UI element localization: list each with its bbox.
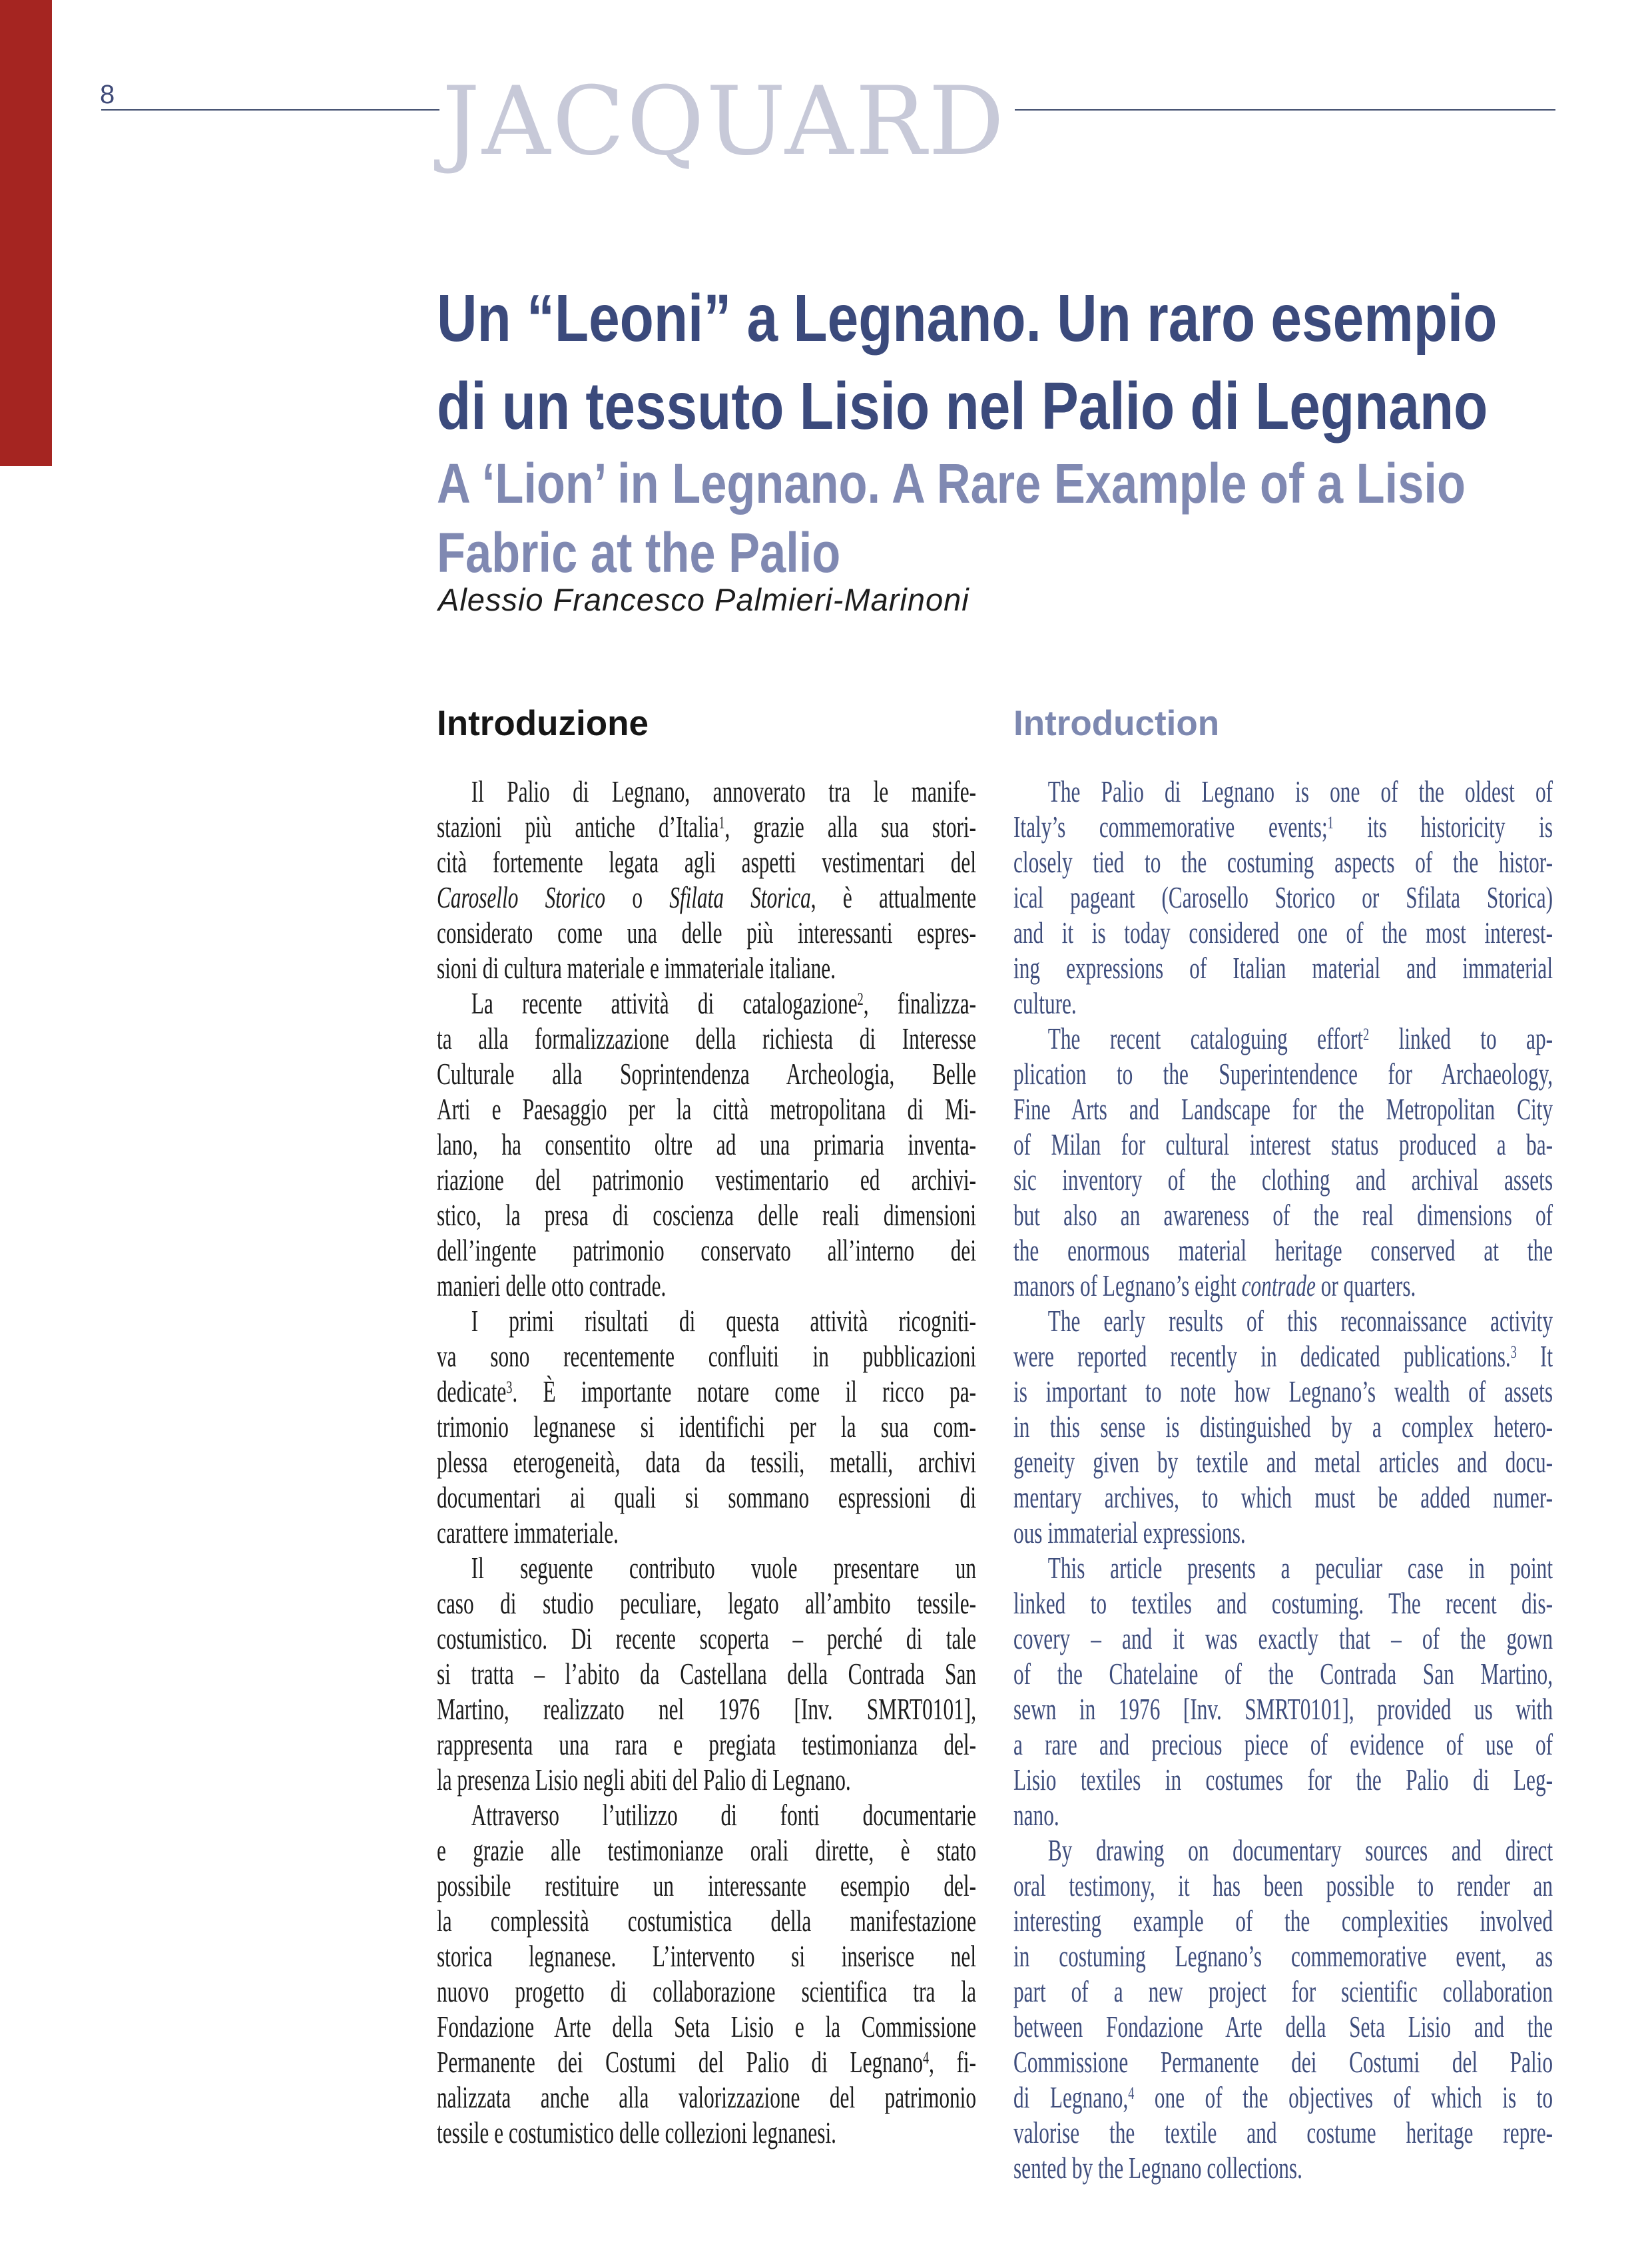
- text-line: caso di studio peculiare, legato all’ambito tessile-: [437, 1586, 977, 1620]
- text-line: linked to textiles and costuming. The recent dis-: [1013, 1586, 1553, 1620]
- title-line: Un “Leoni” a Legnano. Un raro esempio: [437, 281, 1498, 356]
- text-line: Permanente dei Costumi del Palio di Legnano$^4$, fi-: [437, 2045, 977, 2079]
- text-line: the enormous material heritage conserved at the: [1013, 1233, 1553, 1267]
- text-line: ta alla formalizzazione della richiesta di Interesse: [437, 1021, 977, 1055]
- title-line: di un tessuto Lisio nel Palio di Legnano: [437, 369, 1488, 443]
- text-line: The Palio di Legnano is one of the oldest of: [1047, 774, 1553, 808]
- text-line: Arti e Paesaggio per la città metropolitana di Mi-: [437, 1092, 977, 1126]
- text-line: part of a new project for scientific collaboration: [1013, 1974, 1553, 2008]
- text-line: ical pageant (Carosello Storico or Sfilata Storica): [1013, 880, 1553, 914]
- text-line: manors of Legnano’s eight contrade or quarters.: [1013, 1268, 1416, 1302]
- section-color-tab: [0, 0, 52, 466]
- text-line: geneity given by textile and metal articles and docu-: [1013, 1445, 1553, 1479]
- text-line: lano, ha consentito oltre ad una primaria inventa-: [437, 1127, 977, 1161]
- text-line: between Fondazione Arte della Seta Lisio and the: [1013, 2010, 1553, 2044]
- text-line: costumistico. Di recente scoperta – perché di tale: [437, 1621, 977, 1655]
- text-line: tessile e costumistico delle collezioni legnanesi.: [437, 2115, 836, 2149]
- text-line: storica legnanese. L’intervento si inserisce nel: [437, 1939, 977, 1973]
- text-line: culture.: [1013, 986, 1077, 1020]
- text-line: Culturale alla Soprintendenza Archeologia, Belle: [437, 1057, 977, 1091]
- text-line: valorise the textile and costume heritage repre-: [1013, 2115, 1553, 2149]
- header-rule-right: [1015, 109, 1555, 111]
- text-line: sewn in 1976 [Inv. SMRT0101], provided us with: [1013, 1692, 1553, 1726]
- text-line: mentary archives, to which must be added numer-: [1013, 1480, 1553, 1514]
- text-line: la presenza Lisio negli abiti del Palio di Legnano.: [437, 1763, 851, 1797]
- page-number: 8: [100, 80, 115, 109]
- text-line: were reported recently in dedicated publications.$^3$ It: [1013, 1339, 1553, 1373]
- text-line: si tratta – l’abito da Castellana della Contrada San: [437, 1657, 977, 1691]
- text-line: dell’ingente patrimonio conservato all’interno dei: [437, 1233, 977, 1267]
- text-line: dedicate$^3$. È importante notare come il ricco pa-: [437, 1374, 977, 1408]
- text-line: carattere immateriale.: [437, 1516, 619, 1549]
- text-line: stazioni più antiche d’Italia$^1$, grazie alla sua stori-: [437, 810, 977, 844]
- text-line: considerato come una delle più interessanti espres-: [437, 916, 977, 950]
- text-line: This article presents a peculiar case in point: [1047, 1551, 1553, 1585]
- text-line: nano.: [1013, 1798, 1059, 1832]
- header-rule-left: [101, 109, 439, 111]
- text-line: manieri delle otto contrade.: [437, 1268, 667, 1302]
- text-line: possibile restituire un interessante esempio del-: [437, 1868, 977, 1902]
- text-line: nalizzata anche alla valorizzazione del patrimonio: [437, 2080, 977, 2114]
- text-line: La recente attività di catalogazione$^2$, finalizza-: [471, 986, 977, 1020]
- text-line: documentari ai quali si sommano espressioni di: [437, 1480, 977, 1514]
- text-column-english: [1013, 774, 1553, 2185]
- text-line: plessa eterogeneità, data da tessili, metalli, archivi: [437, 1445, 977, 1479]
- text-line: e grazie alle testimonianze orali dirette, è stato: [437, 1833, 977, 1867]
- text-line: sioni di cultura materiale e immateriale italiane.: [437, 951, 836, 985]
- text-line: interesting example of the complexities involved: [1013, 1904, 1553, 1938]
- text-line: in this sense is distinguished by a complex hetero-: [1013, 1410, 1553, 1444]
- text-line: Martino, realizzato nel 1976 [Inv. SMRT0101],: [437, 1692, 977, 1726]
- text-line: cità fortemente legata agli aspetti vestimentari del: [437, 845, 977, 879]
- section-heading-italian: Introduzione: [437, 704, 649, 743]
- article-title-italian: [437, 274, 1541, 450]
- text-line: of Milan for cultural interest status produced a ba-: [1013, 1127, 1553, 1161]
- text-line: Italy’s commemorative events;$^1$ its historicity is: [1013, 810, 1553, 844]
- masthead-title: JACQUARD: [442, 67, 1007, 176]
- text-column-italian: [437, 774, 976, 2150]
- text-line: nuovo progetto di collaborazione scientifica tra la: [437, 1974, 977, 2008]
- text-line: closely tied to the costuming aspects of the histor-: [1013, 845, 1553, 879]
- text-line: sented by the Legnano collections.: [1013, 2151, 1302, 2185]
- text-line: and it is today considered one of the most interest-: [1013, 916, 1553, 950]
- text-line: I primi risultati di questa attività ricogniti-: [471, 1304, 977, 1338]
- text-line: Attraverso l’utilizzo di fonti documentarie: [471, 1798, 977, 1832]
- article-title-english: [437, 449, 1541, 587]
- text-line: a rare and precious piece of evidence of use of: [1013, 1727, 1553, 1761]
- text-line: Fondazione Arte della Seta Lisio e la Commissione: [437, 2010, 977, 2044]
- text-line: is important to note how Legnano’s wealth of assets: [1013, 1374, 1553, 1408]
- section-heading-english: Introduction: [1013, 704, 1220, 743]
- title-line: Fabric at the Palio: [437, 521, 841, 584]
- text-line: Carosello Storico o Sfilata Storica, è attualmente: [437, 880, 977, 914]
- text-line: Lisio textiles in costumes for the Palio di Leg-: [1013, 1763, 1553, 1797]
- text-line: Commissione Permanente dei Costumi del Palio: [1013, 2045, 1553, 2079]
- text-line: Il Palio di Legnano, annoverato tra le manife-: [471, 774, 977, 808]
- text-line: of the Chatelaine of the Contrada San Martino,: [1013, 1657, 1553, 1691]
- text-line: covery – and it was exactly that – of the gown: [1013, 1621, 1553, 1655]
- title-line: A ‘Lion’ in Legnano. A Rare Example of a Lisio: [437, 452, 1466, 515]
- text-line: ing expressions of Italian material and immaterial: [1013, 951, 1553, 985]
- text-line: di Legnano,$^4$ one of the objectives of which is to: [1013, 2080, 1553, 2114]
- text-line: in costuming Legnano’s commemorative event, as: [1013, 1939, 1553, 1973]
- text-line: oral testimony, it has been possible to render an: [1013, 1868, 1553, 1902]
- text-line: Fine Arts and Landscape for the Metropolitan City: [1013, 1092, 1553, 1126]
- text-line: sic inventory of the clothing and archival assets: [1013, 1163, 1553, 1197]
- text-line: rappresenta una rara e pregiata testimonianza del-: [437, 1727, 977, 1761]
- text-line: but also an awareness of the real dimensions of: [1013, 1198, 1553, 1232]
- author-name: Alessio Francesco Palmieri-Marinoni: [438, 582, 969, 617]
- text-line: trimonio legnanese si identifichi per la sua com-: [437, 1410, 977, 1444]
- text-line: The early results of this reconnaissance activity: [1047, 1304, 1553, 1338]
- text-line: plication to the Superintendence for Archaeology,: [1013, 1057, 1553, 1091]
- text-line: The recent cataloguing effort$^2$ linked to ap-: [1047, 1021, 1553, 1055]
- text-line: la complessità costumistica della manifestazione: [437, 1904, 977, 1938]
- text-line: va sono recentemente confluiti in pubblicazioni: [437, 1339, 977, 1373]
- text-line: Il seguente contributo vuole presentare un: [471, 1551, 977, 1585]
- text-line: stico, la presa di coscienza delle reali dimensioni: [437, 1198, 977, 1232]
- text-line: riazione del patrimonio vestimentario ed archivi-: [437, 1163, 977, 1197]
- text-line: By drawing on documentary sources and direct: [1047, 1833, 1553, 1867]
- text-line: ous immaterial expressions.: [1013, 1516, 1246, 1549]
